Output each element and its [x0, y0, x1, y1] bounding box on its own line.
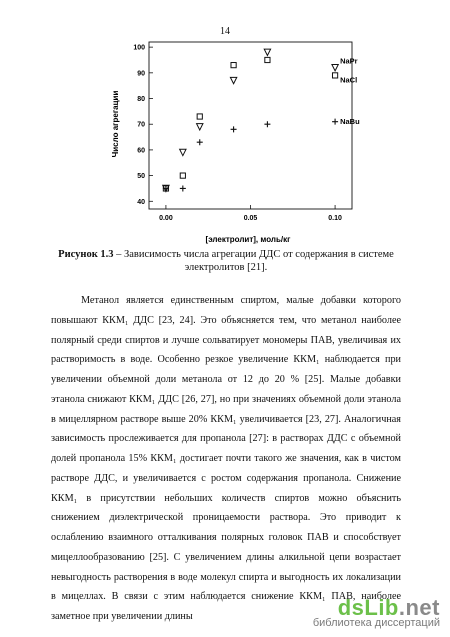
- y-tick-label: 90: [137, 70, 145, 78]
- y-tick-label: 70: [137, 121, 145, 129]
- plot-frame: [149, 42, 352, 209]
- x-tick-label: 0.05: [243, 215, 258, 222]
- body-paragraph: [51, 291, 401, 627]
- figure-caption: [40, 248, 412, 274]
- nabu-point: [332, 119, 338, 125]
- x-axis-label: [электролит], моль/кг: [205, 235, 291, 244]
- nacl-point: [231, 63, 236, 68]
- figure-caption-label: Рисунок 1.3: [58, 249, 114, 260]
- napr-point: [230, 77, 236, 83]
- napr-point: [180, 149, 186, 155]
- aggregation-number-chart: [0, 0, 450, 245]
- nacl-point: [180, 173, 185, 178]
- watermark-logo-tld: .net: [398, 595, 440, 620]
- nacl-point: [265, 57, 270, 62]
- watermark: [313, 595, 440, 629]
- chart-axes: [149, 42, 352, 209]
- y-axis-label: Число агрегации: [111, 90, 120, 158]
- chart-ticks: [133, 45, 342, 222]
- y-tick-label: 40: [137, 198, 145, 206]
- y-tick-label: 60: [137, 147, 145, 155]
- page-number: 14: [220, 26, 230, 37]
- series-label-nacl: NaCl: [340, 75, 358, 85]
- nacl-point: [332, 73, 337, 78]
- nabu-point: [197, 139, 203, 145]
- y-tick-label: 100: [133, 44, 145, 52]
- nacl-point: [197, 114, 202, 119]
- y-tick-label: 80: [137, 96, 145, 104]
- nabu-point: [231, 126, 237, 132]
- napr-point: [197, 124, 203, 130]
- series-label-nabu: NaBu: [340, 117, 360, 127]
- body-paragraph-text: Метанол является единственным спиртом, малые добавки которого повышают ККМ₁ ДДС [23, 24]. Это объясняется тем, что метанол наиболее полярный среди спиртов и лучше сольватирует мономеры ПАВ, увеличивая их растворимость в воде. Особенно резкое увеличение ККМ₁ наблюдается при увеличении объемной доли метанола от 12 до 20 % [25]. Малые добавки этанола снижают ККМ₁ ДДС [26, 27], но при значениях объемной доли этанола в мицеллярном растворе выше 20% ККМ₁ увеличивается [23, 27]. Аналогичная зависимость прослеживается для пропанола [27]: в растворах ДДС с объемной долей пропанола 15% ККМ₁ достигает почти такого же значения, как в чистом растворе ДДС, и увеличивается с ростом содержания пропанола. Снижение ККМ₁ в присутствии небольших количеств спиртов можно объяснить снижением диэлектрической проницаемости раствора. Это приводит к ослаблению взаимного отталкивания полярных головок ПАВ и способствует мицеллообразованию [25]. С увеличением длины алкильной цепи возрастает невыгодность растворения в воде молекул спирта и выгодность их локализации в мицеллах. В связи с этим наблюдается снижение ККМ₁ ПАВ, наиболее заметное при увеличении длины: [51, 295, 401, 622]
- y-tick-label: 50: [137, 173, 145, 181]
- series-label-napr: NaPr: [340, 56, 358, 66]
- watermark-logo-main: dsLib: [337, 595, 399, 620]
- x-tick-label: 0.10: [328, 215, 342, 222]
- napr-point: [264, 49, 270, 55]
- x-tick-label: 0.00: [159, 215, 173, 222]
- napr-point: [332, 64, 338, 70]
- nabu-point: [180, 185, 186, 191]
- nabu-point: [264, 121, 270, 127]
- figure-caption-text: – Зависимость числа агрегации ДДС от содержания в системе электролитов [21].: [113, 249, 394, 273]
- watermark-subtitle: библиотека диссертаций: [312, 617, 440, 629]
- chart-points: [163, 49, 339, 192]
- chart-series-labels: [340, 57, 360, 126]
